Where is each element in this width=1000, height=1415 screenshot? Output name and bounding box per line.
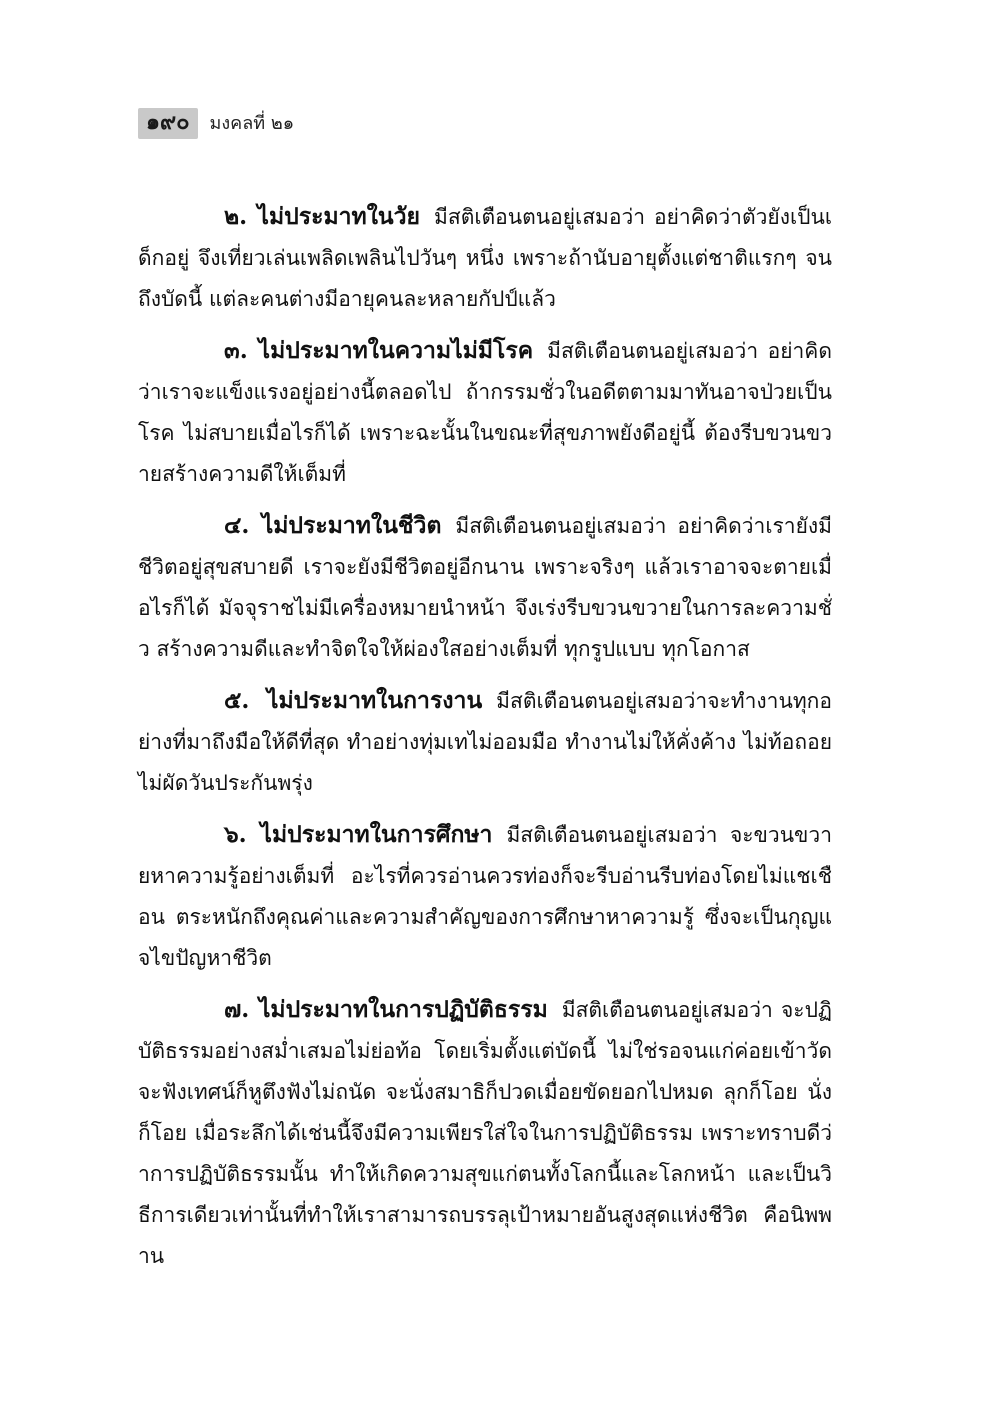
paragraph-4 — [138, 680, 832, 804]
paragraph-text: มีสติเตือนตนอยู่เสมอว่า อย่าคิดว่าเราจะแข็งแรงอยู่อย่างนี้ตลอดไป ถ้ากรรมชั่วในอดีตตามมาทันอาจป่วยเป็นโรค ไม่สบายเมื่อไรก็ได้ เพราะฉะนั้นในขณะที่สุขภาพยังดีอยู่นี้ ต้องรีบขวนขวายสร้างความดีให้เต็มที่ — [138, 339, 832, 486]
paragraph-text: มีสติเตือนตนอยู่เสมอว่าจะทำงานทุกอย่างที่มาถึงมือให้ดีที่สุด ทำอย่างทุ่มเทไม่ออมมือ ทำงานไม่ให้คั่งค้าง ไม่ท้อถอย ไม่ผัดวันประกันพรุ่ง — [138, 689, 832, 795]
page-header — [138, 108, 294, 139]
page-body — [138, 196, 832, 1287]
paragraph-text: มีสติเตือนตนอยู่เสมอว่า จะขวนขวายหาความรู้อย่างเต็มที่ อะไรที่ควรอ่านควรท่องก็จะรีบอ่านรีบท่องโดยไม่แชเชือน ตระหนักถึงคุณค่าและความสำคัญของการศึกษาหาความรู้ ซึ่งจะเป็นกุญแจไขปัญหาชีวิต — [138, 823, 832, 970]
paragraph-3 — [138, 505, 832, 670]
paragraph-heading: ๕. ไม่ประมาทในการงาน — [224, 687, 483, 714]
paragraph-heading: ๗. ไม่ประมาทในการปฏิบัติธรรม — [224, 996, 548, 1023]
paragraph-heading: ๓. ไม่ประมาทในความไม่มีโรค — [224, 337, 534, 364]
paragraph-2 — [138, 330, 832, 495]
paragraph-text: มีสติเตือนตนอยู่เสมอว่า จะปฏิบัติธรรมอย่างสม่ำเสมอไม่ย่อท้อ โดยเริ่มตั้งแต่บัดนี้ ไม่ใช่รอจนแก่ค่อยเข้าวัด จะฟังเทศน์ก็หูตึงฟังไม่ถนัด จะนั่งสมาธิก็ปวดเมื่อยขัดยอกไปหมด ลุกก็โอย นั่งก็โอย เมื่อระลึกได้เช่นนี้จึงมีความเพียรใส่ใจในการปฏิบัติธรรม เพราะทราบดีว่าการปฏิบัติธรรมนั้น ทำให้เกิดความสุขแก่ตนทั้งโลกนี้และโลกหน้า และเป็นวิธีการเดียวเท่านั้นที่ทำให้เราสามารถบรรลุเป้าหมายอันสูงสุดแห่งชีวิต คือนิพพาน — [138, 998, 832, 1268]
paragraph-heading: ๖. ไม่ประมาทในการศึกษา — [224, 821, 493, 848]
page-number: ๑๙๐ — [138, 108, 198, 139]
paragraph-heading: ๒. ไม่ประมาทในวัย — [224, 203, 421, 230]
paragraph-5 — [138, 814, 832, 979]
paragraph-text: มีสติเตือนตนอยู่เสมอว่า อย่าคิดว่าตัวยังเป็นเด็กอยู่ จึงเที่ยวเล่นเพลิดเพลินไปวันๆ หนึ่ง เพราะถ้านับอายุตั้งแต่ชาติแรกๆ จนถึงบัดนี้ แต่ละคนต่างมีอายุคนละหลายกัปป์แล้ว — [138, 205, 832, 311]
chapter-title: มงคลที่ ๒๑ — [209, 112, 295, 134]
paragraph-heading: ๔. ไม่ประมาทในชีวิต — [224, 512, 442, 539]
paragraph-1 — [138, 196, 832, 320]
paragraph-6 — [138, 989, 832, 1277]
paragraph-text: มีสติเตือนตนอยู่เสมอว่า อย่าคิดว่าเรายังมีชีวิตอยู่สุขสบายดี เราจะยังมีชีวิตอยู่อีกนาน เพราะจริงๆ แล้วเราอาจจะตายเมื่อไรก็ได้ มัจจุราชไม่มีเครื่องหมายนำหน้า จึงเร่งรีบขวนขวายในการละความชั่ว สร้างความดีและทำจิตใจให้ผ่องใสอย่างเต็มที่ ทุกรูปแบบ ทุกโอกาส — [138, 514, 832, 661]
